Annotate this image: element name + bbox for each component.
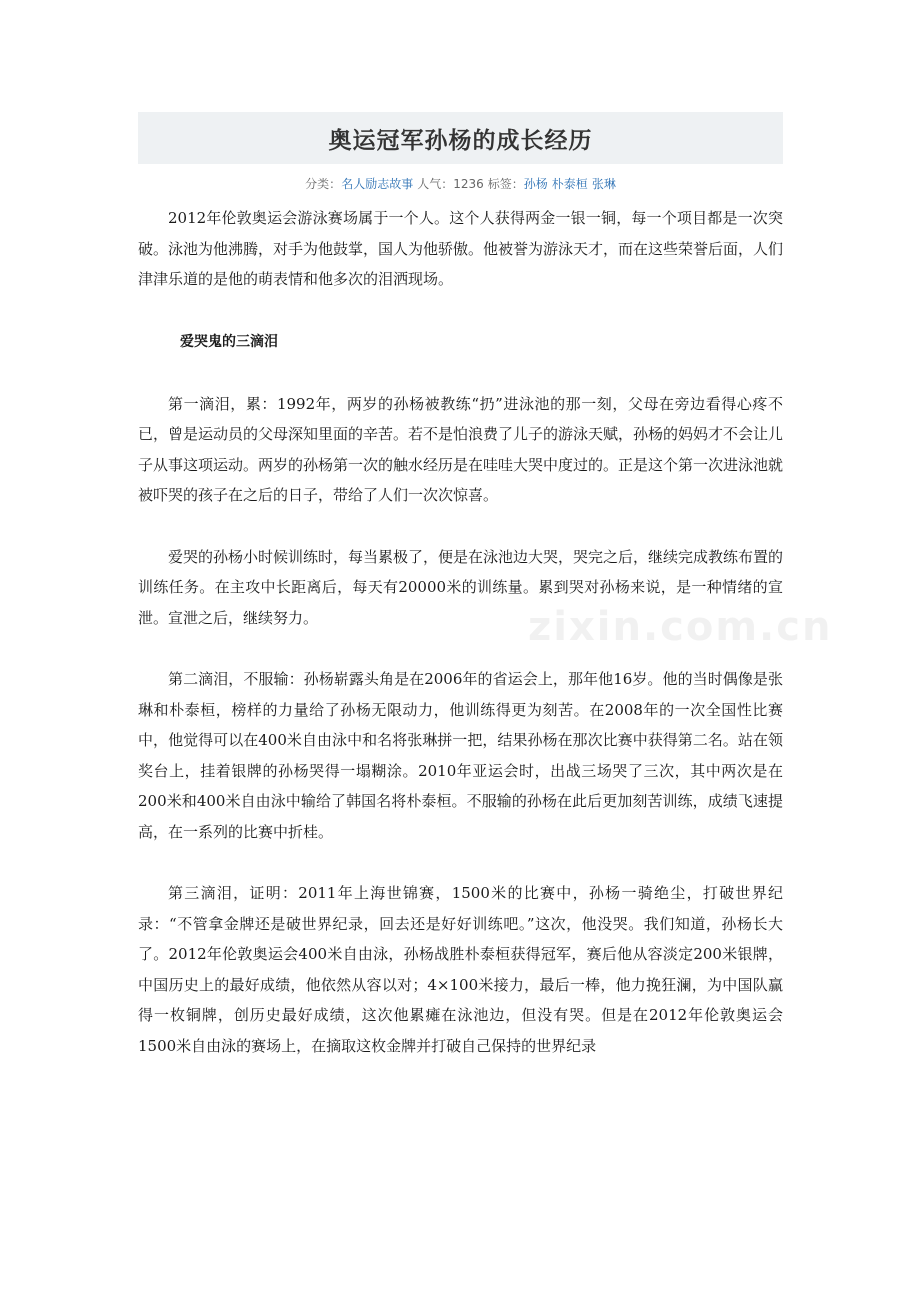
intro-paragraph: 2012年伦敦奥运会游泳赛场属于一个人。这个人获得两金一银一铜，每一个项目都是一次突破。泳池为他沸腾，对手为他鼓掌，国人为他骄傲。他被誉为游泳天才，而在这些荣誉后面，人们津津乐道的是他的萌表情和他多次的泪洒现场。: [138, 209, 784, 288]
article-meta: [138, 175, 783, 193]
tag-link[interactable]: 张琳: [591, 177, 616, 191]
tag-link[interactable]: 孙杨: [523, 177, 548, 191]
page-title: 奥运冠军孙杨的成长经历: [328, 127, 593, 154]
category-link[interactable]: 名人励志故事: [341, 177, 414, 191]
tag-link[interactable]: 朴泰桓: [551, 177, 588, 191]
title-bar: [138, 112, 783, 164]
category-label: 分类：: [305, 177, 342, 191]
document-page: [138, 112, 783, 1061]
section-heading: 爱哭鬼的三滴泪: [180, 333, 278, 350]
body-paragraph: 第三滴泪，证明：2011年上海世锦赛，1500米的比赛中，孙杨一骑绝尘，打破世界纪录：“不管拿金牌还是破世界纪录，回去还是好好训练吧。”这次，他没哭。我们知道，孙杨长大了。2012年伦敦奥运会400米自由泳，孙杨战胜朴泰桓获得冠军，赛后他从容淡定200米银牌，中国历史上的最好成绩，他依然从容以对；4×100米接力，最后一棒，他力挽狂澜，为中国队赢得一枚铜牌，创历史最好成绩，这次他累瘫在泳池边，但没有哭。但是在2012年伦敦奥运会1500米自由泳的赛场上，在摘取这枚金牌并打破自己保持的世界纪录: [138, 884, 783, 1055]
tags-label: 标签：: [487, 177, 524, 191]
body-paragraph: 爱哭的孙杨小时候训练时，每当累极了，便是在泳池边大哭，哭完之后，继续完成教练布置的训练任务。在主攻中长距离后，每天有20000米的训练量。累到哭对孙杨来说，是一种情绪的宣泄。宣泄之后，继续努力。: [138, 547, 784, 627]
body-paragraph: 第一滴泪，累：1992年，两岁的孙杨被教练“扔”进泳池的那一刻，父母在旁边看得心疼不已，曾是运动员的父母深知里面的辛苦。若不是怕浪费了儿子的游泳天赋，孙杨的妈妈才不会让儿子从事这项运动。两岁的孙杨第一次的触水经历是在哇哇大哭中度过的。正是这个第一次进泳池就被吓哭的孩子在之后的日子，带给了人们一次次惊喜。: [138, 394, 784, 504]
popularity-count: 1236: [453, 177, 484, 191]
popularity-label: 人气：: [417, 177, 454, 191]
article-body: [138, 203, 783, 1061]
body-paragraph: 第二滴泪，不服输：孙杨崭露头角是在2006年的省运会上，那年他16岁。他的当时偶像是张琳和朴泰桓，榜样的力量给了孙杨无限动力，他训练得更为刻苦。在2008年的一次全国性比赛中，他觉得可以在400米自由泳中和名将张琳拼一把，结果孙杨在那次比赛中获得第二名。站在领奖台上，挂着银牌的孙杨哭得一塌糊涂。2010年亚运会时，出战三场哭了三次，其中两次是在200米和400米自由泳中输给了韩国名将朴泰桓。不服输的孙杨在此后更加刻苦训练，成绩飞速提高，在一系列的比赛中折桂。: [138, 670, 783, 841]
watermark: zixin.com.cn: [528, 604, 833, 650]
